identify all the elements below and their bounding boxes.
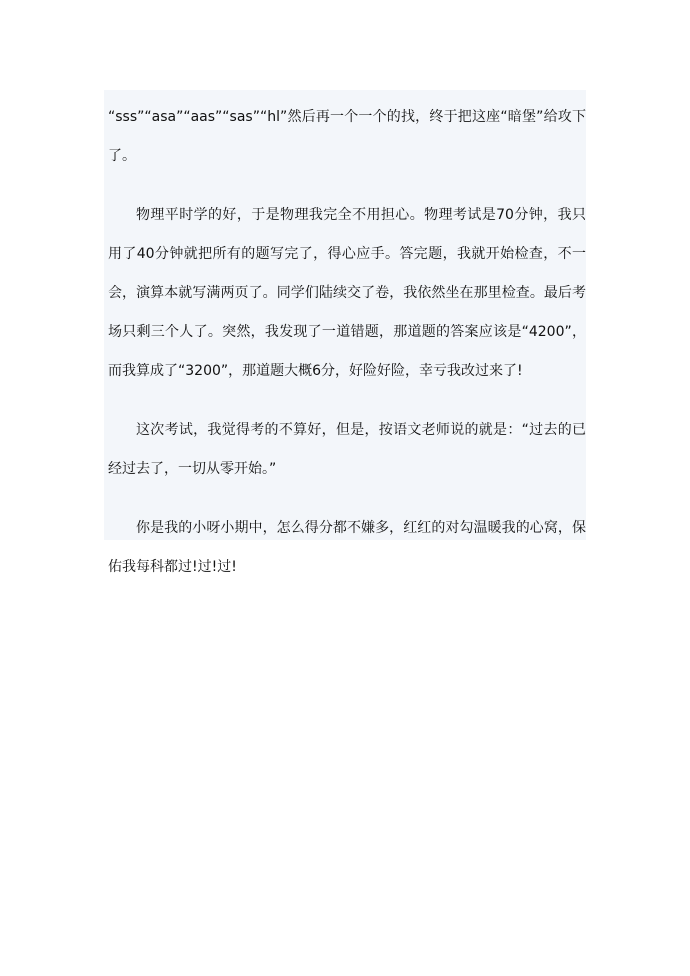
paragraph-closing: 你是我的小呀小期中，怎么得分都不嫌多，红红的对勾温暖我的心窝，保佑我每科都过!过!过! (108, 520, 586, 575)
paragraph-reflection: 这次考试，我觉得考的不算好，但是，按语文老师说的就是：“过去的已经过去了，一切从零开始。” (108, 422, 586, 477)
paragraph-continued: “sss”“asa”“aas”“sas”“hl”然后再一个一个的找，终于把这座“暗堡”给攻下了。 (108, 109, 586, 164)
text-block (104, 90, 586, 575)
paragraph-physics-exam: 物理平时学的好，于是物理我完全不用担心。物理考试是70分钟，我只用了40分钟就把所有的题写完了，得心应手。答完题，我就开始检查，不一会，演算本就写满两页了。同学们陆续交了卷，我依然坐在那里检查。最后考场只剩三个人了。突然，我发现了一道错题，那道题的答案应该是“4200”，而我算成了“3200”，那道题大概6分，好险好险，幸亏我改过来了! (108, 207, 586, 379)
